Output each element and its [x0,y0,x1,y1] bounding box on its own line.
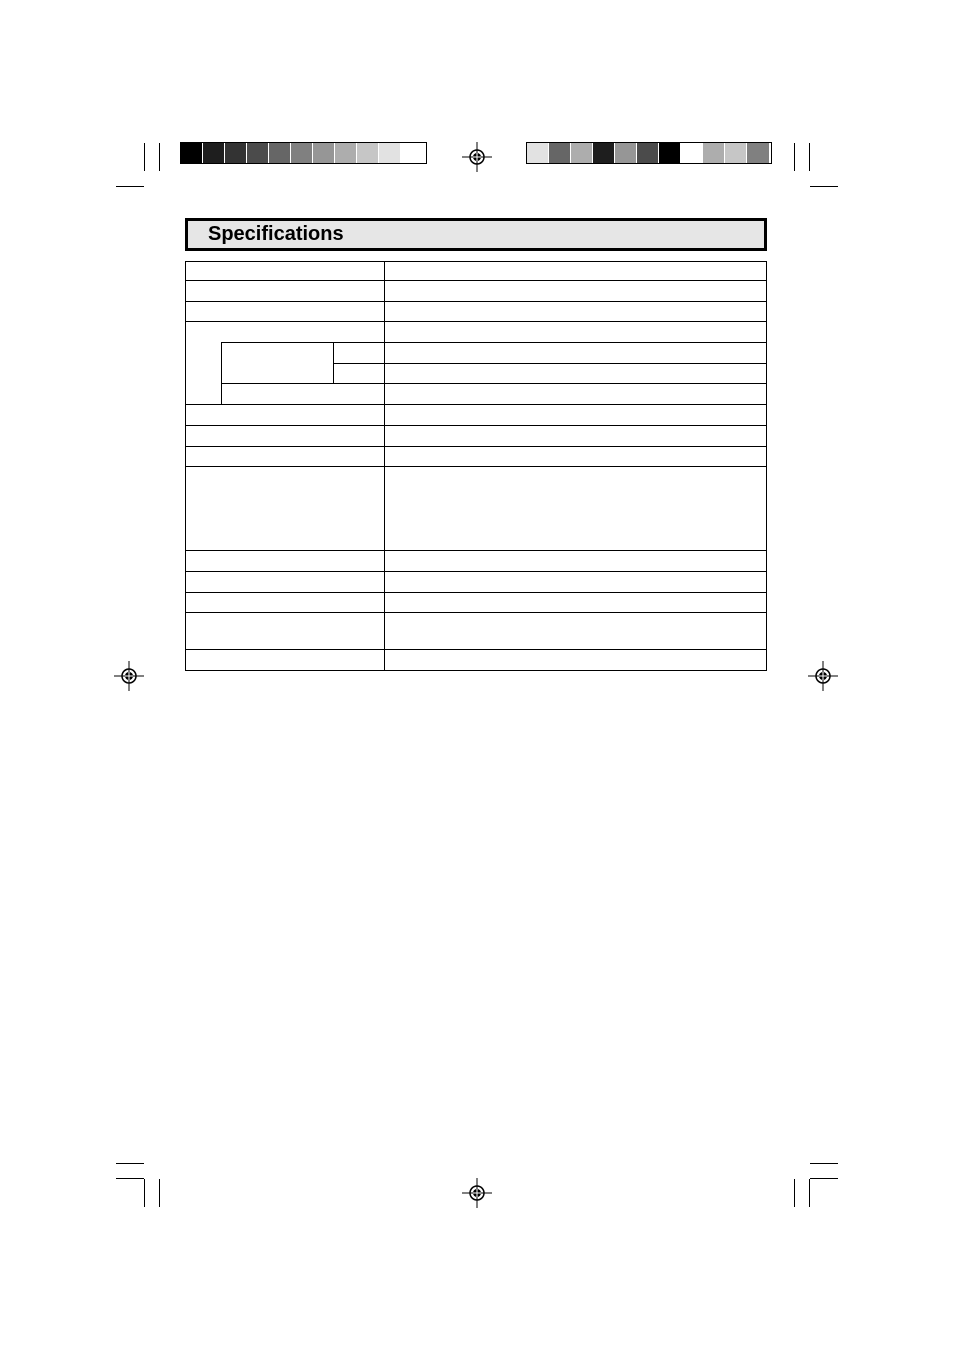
registration-mark-right-icon [808,661,838,691]
color-swatch [571,143,593,163]
color-swatch [681,143,703,163]
table-row-line [186,404,766,405]
table-subgroup-divider [221,342,222,405]
color-swatch [527,143,549,163]
color-swatch [401,143,423,163]
color-calibration-bar-left [180,142,427,164]
color-swatch [291,143,313,163]
color-swatch [225,143,247,163]
table-row-line [186,446,766,447]
color-calibration-bar-right [526,142,772,164]
color-swatch [181,143,203,163]
color-swatch [313,143,335,163]
color-swatch [357,143,379,163]
table-row-line [186,612,766,613]
table-row-line [186,425,766,426]
table-row-line [221,342,766,343]
color-swatch [615,143,637,163]
registration-mark-top-icon [462,142,492,172]
color-swatch [335,143,357,163]
table-row-line [186,466,766,467]
section-heading-bar [185,218,767,251]
color-swatch [747,143,769,163]
registration-mark-bottom-icon [462,1178,492,1208]
table-row-line [333,363,766,364]
color-swatch [725,143,747,163]
specifications-table [185,261,767,671]
color-swatch [269,143,291,163]
table-row-line [221,383,766,384]
color-swatch [549,143,571,163]
color-swatch [637,143,659,163]
color-swatch [703,143,725,163]
table-row-line [186,592,766,593]
color-swatch [593,143,615,163]
table-row-line [186,571,766,572]
registration-mark-left-icon [114,661,144,691]
table-row-line [186,280,766,281]
page-title: Specifications [208,223,344,245]
color-swatch [659,143,681,163]
table-row-line [186,649,766,650]
color-swatch [247,143,269,163]
color-swatch [203,143,225,163]
table-row-line [186,321,766,322]
color-swatch [379,143,401,163]
table-row-line [186,550,766,551]
table-row-line [186,301,766,302]
